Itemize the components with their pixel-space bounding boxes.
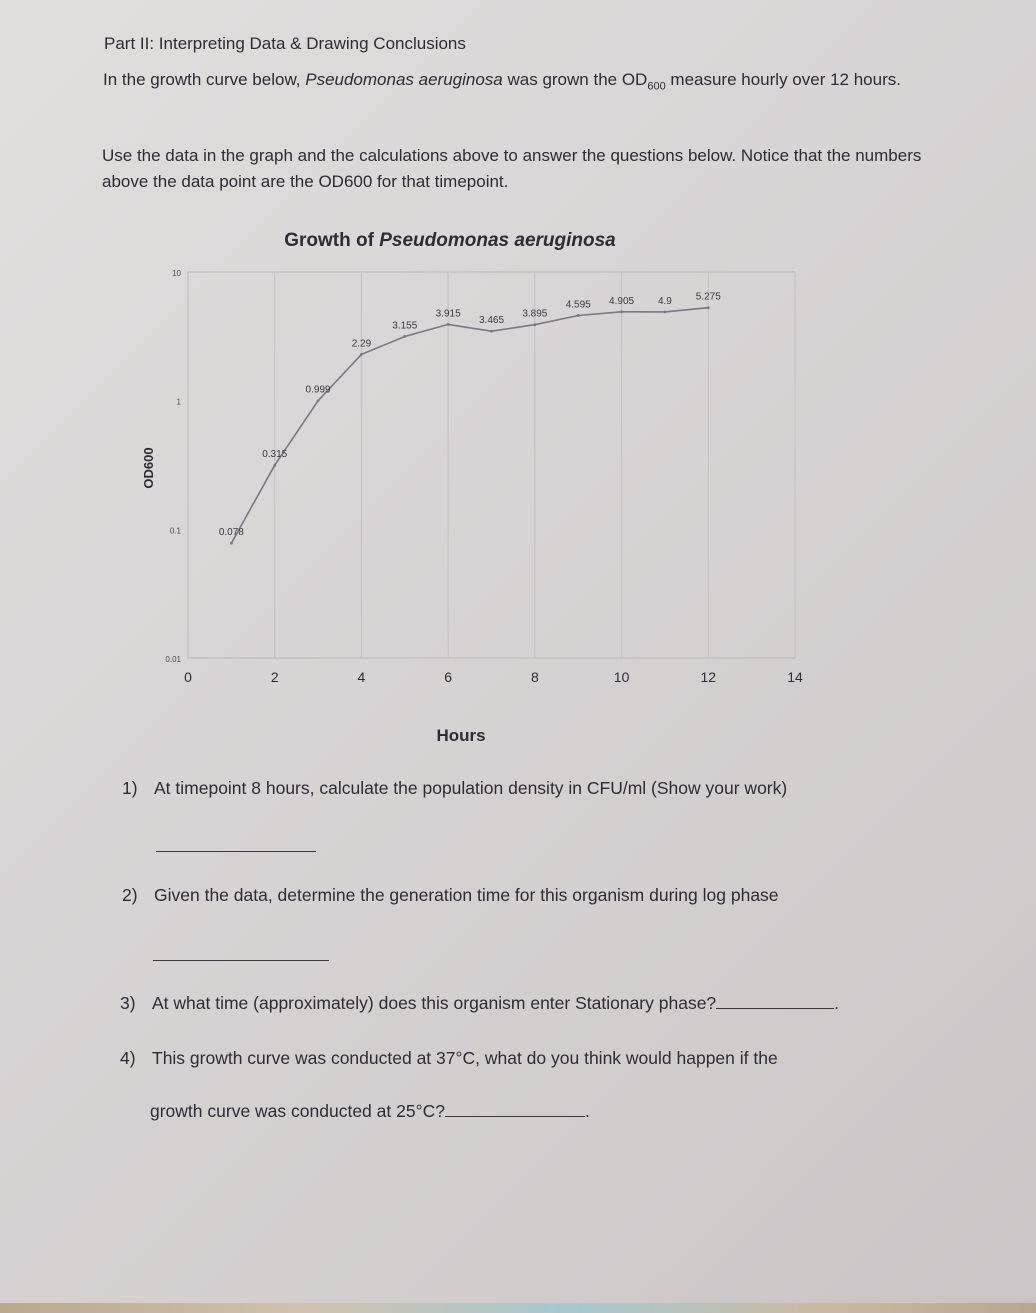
- intro-after: measure hourly over 12 hours.: [665, 70, 901, 89]
- y-tick-label: 1: [176, 397, 181, 407]
- intro-subscript: 600: [647, 80, 666, 93]
- axis-ticks: [165, 269, 803, 685]
- question-4-text-continued: growth curve was conducted at 25°C?: [150, 1101, 445, 1121]
- question-4-number: 4): [120, 1048, 136, 1068]
- data-point: [577, 314, 580, 317]
- series-group: [230, 306, 710, 544]
- question-4-continued: [150, 1101, 590, 1122]
- question-2-number: 2): [122, 885, 138, 905]
- answer-blank-4[interactable]: [445, 1102, 585, 1117]
- x-tick-label: 0: [184, 669, 192, 685]
- question-2: [122, 885, 779, 906]
- answer-line-1[interactable]: [156, 851, 316, 852]
- y-tick-label: 0.01: [165, 655, 181, 664]
- answer-line-2[interactable]: [153, 960, 329, 961]
- data-label: 0.078: [218, 527, 244, 539]
- question-3-text: At what time (approximately) does this organism enter Stationary phase?: [152, 993, 717, 1013]
- data-label: 5.275: [695, 291, 721, 303]
- data-label: 0.999: [305, 384, 331, 396]
- x-tick-label: 10: [613, 669, 630, 685]
- section-title: Part II: Interpreting Data & Drawing Conclusions: [104, 34, 466, 53]
- data-point: [490, 330, 493, 333]
- y-tick-label: 0.1: [169, 526, 181, 536]
- question-4: [120, 1048, 778, 1069]
- question-3: [120, 993, 839, 1014]
- data-label: 3.915: [435, 308, 461, 320]
- data-point: [230, 542, 233, 545]
- question-2-text: Given the data, determine the generation time for this organism during log phase: [154, 885, 779, 905]
- data-label: 0.315: [262, 449, 288, 461]
- chart-title-prefix: Growth of: [284, 230, 380, 251]
- data-point: [447, 323, 450, 326]
- intro-before-species: In the growth curve below,: [103, 70, 306, 89]
- data-label: 4.9: [657, 295, 672, 307]
- question-4-end: .: [584, 1101, 590, 1121]
- x-tick-label: 6: [444, 669, 453, 685]
- chart-title: [284, 230, 616, 251]
- data-labels: [219, 292, 721, 538]
- intro-mid: was grown the OD: [502, 70, 648, 89]
- x-tick-label: 8: [530, 669, 539, 685]
- x-axis-label: Hours: [436, 726, 486, 745]
- question-1: [122, 778, 787, 799]
- data-point: [360, 353, 363, 356]
- x-tick-label: 2: [270, 669, 279, 685]
- data-point: [317, 399, 320, 402]
- data-point: [620, 310, 623, 313]
- data-point: [664, 310, 667, 313]
- answer-blank-3[interactable]: [716, 994, 834, 1009]
- data-point: [273, 464, 276, 467]
- y-tick-label: 10: [172, 269, 181, 278]
- chart-title-species: Pseudomonas aeruginosa: [379, 230, 616, 251]
- paper-edge: [0, 1303, 1036, 1313]
- data-label: 4.905: [609, 295, 635, 307]
- data-label: 4.595: [565, 299, 591, 311]
- data-label: 2.29: [351, 338, 372, 350]
- data-label: 3.465: [478, 315, 505, 327]
- question-1-number: 1): [122, 778, 138, 798]
- x-tick-label: 12: [700, 669, 717, 685]
- data-label: 3.895: [522, 308, 548, 320]
- x-tick-label: 14: [787, 669, 803, 685]
- data-point: [533, 323, 536, 326]
- question-1-text: At timepoint 8 hours, calculate the population density in CFU/ml (Show your work): [154, 778, 788, 798]
- question-3-number: 3): [120, 993, 136, 1013]
- intro-species: Pseudomonas aeruginosa: [305, 70, 503, 89]
- data-label: 3.155: [392, 320, 418, 332]
- y-axis-label: OD600: [141, 447, 156, 489]
- instructions-text: Use the data in the graph and the calculations above to answer the questions below. Notice that the numbers above the data point are the OD600 for that timepoint.: [102, 146, 922, 191]
- data-point: [707, 306, 710, 309]
- series-line: [231, 308, 708, 544]
- x-tick-label: 4: [357, 669, 366, 685]
- question-3-end: .: [834, 993, 840, 1013]
- question-4-text: This growth curve was conducted at 37°C, what do you think would happen if the: [152, 1048, 778, 1068]
- data-point: [403, 335, 406, 338]
